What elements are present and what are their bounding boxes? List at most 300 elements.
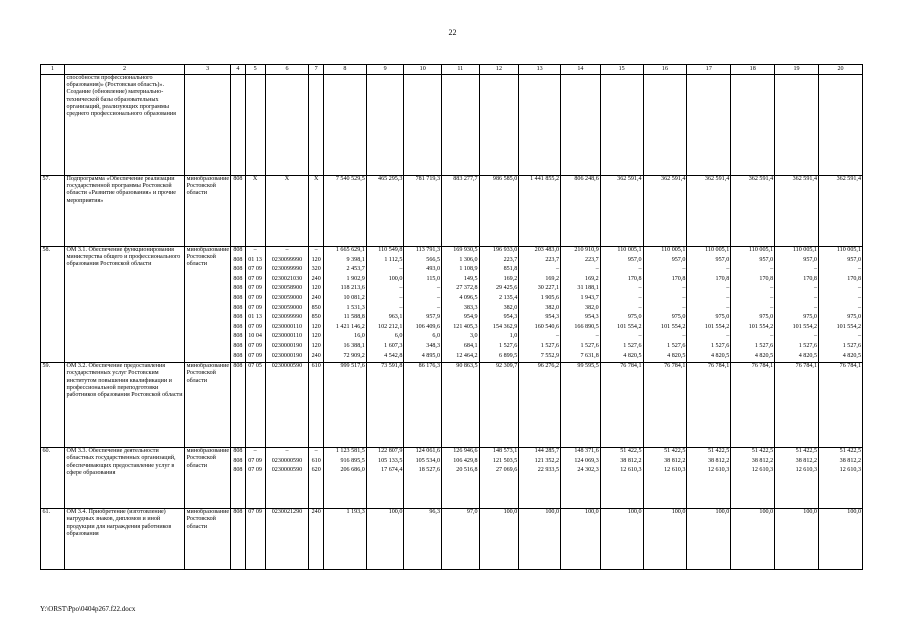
value: 808 [233, 285, 243, 292]
value-cell [479, 247, 519, 363]
value: 7 540 529,5 [335, 176, 365, 182]
value: 0230021290 [271, 509, 303, 516]
value-cell [231, 176, 246, 247]
value: 240 [311, 509, 321, 516]
value: 999 517,6 [340, 363, 365, 370]
value-cell [245, 247, 265, 363]
value: 465 295,3 [378, 176, 403, 182]
empty-cell [309, 75, 324, 176]
value: 0230000590 [271, 467, 303, 474]
value: 975,0 [759, 314, 774, 321]
value-cell [309, 363, 324, 448]
empty-cell [245, 75, 265, 176]
value: 96,3 [429, 509, 440, 516]
value: 0230000190 [271, 352, 303, 359]
page-number: 22 [448, 28, 457, 37]
value: 100,0 [545, 509, 560, 516]
value-cell [442, 176, 480, 247]
value-cell [643, 509, 687, 570]
value-cell [245, 363, 265, 448]
value: 166 890,5 [574, 323, 599, 330]
value: 0230000110 [271, 333, 303, 340]
value: 1 527,6 [580, 342, 599, 349]
value: 808 [233, 467, 243, 474]
value-cell [245, 176, 265, 247]
value: 1 531,3 [346, 304, 365, 311]
value-cell [561, 363, 601, 448]
value-cell [561, 509, 601, 570]
value: 102 212,1 [378, 323, 403, 330]
value: – [813, 266, 817, 273]
value: – [682, 333, 686, 340]
value-cell [404, 247, 442, 363]
value: 850 [311, 304, 321, 311]
value: 110 005,1 [617, 247, 642, 253]
value: 954,9 [463, 314, 478, 321]
column-number: 19 [775, 65, 819, 75]
value: 20 516,8 [456, 467, 478, 474]
value: 31 188,1 [577, 285, 599, 292]
value-cell [775, 176, 819, 247]
value: – [285, 247, 289, 253]
value: 118 213,6 [340, 285, 365, 292]
value-cell [324, 509, 367, 570]
value: – [813, 294, 817, 301]
value: 362 591,4 [661, 176, 686, 182]
value-cell [309, 448, 324, 509]
value-cell [818, 363, 862, 448]
value: 4 096,5 [459, 294, 478, 301]
value: – [770, 333, 774, 340]
value: 110 549,8 [378, 247, 403, 253]
value-cell [366, 247, 404, 363]
value: 124 069,3 [574, 457, 599, 464]
program-name: ОМ 3.2. Обеспечение предоставления государственных услуг Ростовским институтом повышения квалификации и профессиональной переподготовки работников образования Ростовской области [65, 363, 185, 448]
value: 07 05 [248, 363, 262, 370]
empty-cell [519, 75, 561, 176]
value: 7 552,9 [540, 352, 560, 359]
value: 975,0 [803, 314, 817, 321]
value: 76 784,1 [620, 363, 642, 370]
value: – [726, 266, 730, 273]
empty-cell [818, 75, 862, 176]
value: 0230000590 [271, 363, 303, 370]
value-cell [309, 509, 324, 570]
value: 169,2 [545, 275, 560, 282]
value-cell [479, 509, 519, 570]
value: 0230058900 [271, 285, 303, 292]
value-cell [600, 363, 643, 448]
value: 51 422,5 [751, 448, 774, 455]
value-cell [561, 448, 601, 509]
value-cell [775, 363, 819, 448]
value: 101 554,2 [704, 323, 730, 330]
value: 76 784,1 [664, 363, 686, 370]
executor: минобразование Ростовской области [185, 363, 231, 448]
continuation-row [41, 75, 863, 176]
value: 16,0 [354, 333, 365, 340]
value: 1 527,6 [667, 342, 686, 349]
value: 97,0 [466, 509, 478, 516]
program-name: ОМ 3.1. Обеспечение функционирования министерства общего и профессионального образования Ростовской области [65, 247, 185, 363]
value: 106 429,8 [453, 457, 478, 464]
value: 17 674,4 [381, 467, 403, 474]
value: 1 527,6 [499, 342, 518, 349]
program-name: ОМ 3.4. Приобретение (изготовление) нагрудных знаков, дипломов и иной продукции для награждения работников образования [65, 509, 185, 570]
value: 2 453,7 [346, 266, 365, 273]
value: 110 005,1 [748, 247, 774, 253]
empty-cell [231, 75, 246, 176]
value: 610 [311, 363, 321, 370]
value-cell [245, 509, 265, 570]
value: 100,0 [585, 509, 599, 516]
value: 121 405,3 [453, 323, 478, 330]
value: 0230000110 [271, 323, 303, 330]
value: 16 388,1 [343, 342, 365, 349]
value-cell [231, 363, 246, 448]
value: 170,8 [627, 275, 642, 282]
value: – [682, 266, 686, 273]
value: 203 483,0 [534, 247, 560, 253]
value: – [857, 266, 861, 273]
value: 07 09 [248, 285, 262, 292]
value: – [770, 304, 774, 311]
empty-cell [442, 75, 480, 176]
value: 07 09 [248, 323, 262, 330]
value: 0230021030 [271, 275, 303, 282]
value: – [595, 333, 599, 340]
value: 4 820,5 [754, 352, 774, 359]
value: 07 09 [248, 457, 262, 464]
column-number: 11 [442, 65, 480, 75]
column-number: 3 [185, 65, 231, 75]
value: 121 352,2 [534, 457, 560, 464]
value: 120 [311, 342, 321, 349]
value-cell [775, 247, 819, 363]
value-cell [404, 176, 442, 247]
value: 101 554,2 [792, 323, 817, 330]
value-cell [265, 363, 309, 448]
value: 808 [233, 294, 243, 301]
value-cell [519, 176, 561, 247]
value: 51 422,5 [620, 448, 642, 455]
value: 76 784,1 [751, 363, 774, 370]
value: 808 [233, 247, 243, 253]
value: 1 421 146,2 [335, 323, 365, 330]
value: – [638, 304, 642, 311]
value-cell [404, 363, 442, 448]
value: 0230059000 [271, 304, 303, 311]
column-number: 7 [309, 65, 324, 75]
value-cell [600, 176, 643, 247]
value: 362 591,4 [836, 176, 861, 182]
value: 240 [311, 294, 321, 301]
value: 4 820,5 [798, 352, 817, 359]
column-number: 8 [324, 65, 367, 75]
empty-cell [731, 75, 775, 176]
value: 957,0 [759, 256, 774, 263]
value: 2 135,4 [499, 294, 518, 301]
value: 957,0 [847, 256, 861, 263]
value: 100,0 [388, 275, 403, 282]
value: 86 176,3 [418, 363, 440, 370]
value: 38 812,2 [839, 457, 861, 464]
value: 170,8 [671, 275, 686, 282]
value: 51 422,5 [664, 448, 686, 455]
value-cell [479, 363, 519, 448]
value: 120 [311, 256, 321, 263]
value-cell [731, 247, 775, 363]
value: 975,0 [671, 314, 686, 321]
value: – [399, 285, 403, 292]
value: 1 123 581,5 [335, 448, 365, 455]
value: 1 527,6 [540, 342, 560, 349]
value-cell [643, 363, 687, 448]
value-cell [442, 509, 480, 570]
value: 12 610,3 [795, 467, 817, 474]
value-cell [643, 247, 687, 363]
value: – [285, 448, 289, 455]
value-cell [324, 363, 367, 448]
value: 169,2 [503, 275, 518, 282]
value: 916 895,5 [340, 457, 365, 464]
value: 4 542,8 [384, 352, 403, 359]
value: 986 585,0 [492, 176, 518, 182]
value-cell [519, 509, 561, 570]
value: 07 09 [248, 304, 262, 311]
value: 963,1 [388, 314, 403, 321]
value: 0230099990 [271, 266, 303, 273]
value-cell [818, 448, 862, 509]
value-cell [561, 247, 601, 363]
column-number: 2 [65, 65, 185, 75]
value-cell [643, 176, 687, 247]
value: 1 527,6 [842, 342, 861, 349]
value: – [682, 304, 686, 311]
value: – [770, 294, 774, 301]
value: 169 930,5 [453, 247, 478, 253]
value: 957,9 [426, 314, 440, 321]
value: 808 [233, 266, 243, 273]
value: 154 362,9 [492, 323, 518, 330]
value: 610 [311, 457, 321, 464]
budget-table [40, 64, 863, 570]
value: 7 631,8 [580, 352, 599, 359]
value: 38 812,2 [664, 457, 686, 464]
table-row [41, 363, 863, 448]
value-cell [731, 448, 775, 509]
value: 684,1 [463, 342, 478, 349]
value: 100,0 [627, 509, 642, 516]
value: – [726, 285, 730, 292]
table-row [41, 247, 863, 363]
value: 12 610,3 [751, 467, 774, 474]
value-cell [775, 448, 819, 509]
value: 101 554,2 [617, 323, 642, 330]
value-cell [404, 509, 442, 570]
value: 975,0 [715, 314, 730, 321]
value-cell [442, 448, 480, 509]
column-number: 6 [265, 65, 309, 75]
value: 808 [233, 509, 243, 516]
column-number: 12 [479, 65, 519, 75]
value: 106 409,6 [415, 323, 440, 330]
value: – [770, 266, 774, 273]
value: 808 [233, 363, 243, 370]
value: 1 902,9 [346, 275, 365, 282]
value: 120 [311, 333, 321, 340]
value: 566,5 [426, 256, 440, 263]
value: 1,0 [509, 333, 518, 340]
value: 100,0 [847, 509, 861, 516]
value: 1 665 629,1 [335, 247, 365, 253]
value-cell [731, 176, 775, 247]
value: 22 933,5 [537, 467, 560, 474]
value: 105 133,5 [378, 457, 403, 464]
value: 12 610,3 [707, 467, 730, 474]
value: 1 108,9 [459, 266, 478, 273]
value: 115,0 [426, 275, 440, 282]
value-cell [366, 448, 404, 509]
value-cell [309, 247, 324, 363]
value-cell [600, 247, 643, 363]
value: 1 943,7 [580, 294, 599, 301]
value: 160 540,6 [534, 323, 560, 330]
value: 11 588,8 [343, 314, 365, 321]
value: – [314, 247, 318, 253]
value: – [682, 285, 686, 292]
value: 0230099990 [271, 256, 303, 263]
value: 808 [233, 333, 243, 340]
empty-cell [775, 75, 819, 176]
value: 806 248,6 [574, 176, 599, 182]
value: 51 422,5 [707, 448, 730, 455]
value: – [436, 294, 440, 301]
table-row [41, 509, 863, 570]
value: – [857, 304, 861, 311]
column-number: 15 [600, 65, 643, 75]
value: 808 [233, 275, 243, 282]
value: 362 591,4 [748, 176, 774, 182]
value-cell [231, 448, 246, 509]
value: – [399, 266, 403, 273]
value: 73 591,8 [381, 363, 403, 370]
value: 120 [311, 323, 321, 330]
column-number: 20 [818, 65, 862, 75]
value-cell [687, 247, 731, 363]
value-cell [561, 176, 601, 247]
value: 975,0 [847, 314, 861, 321]
value: – [813, 304, 817, 311]
value: – [726, 333, 730, 340]
value: 362 591,4 [617, 176, 642, 182]
value: – [770, 285, 774, 292]
value-cell [519, 448, 561, 509]
empty-cell [687, 75, 731, 176]
value: 6,0 [432, 333, 440, 340]
value: 851,8 [503, 266, 518, 273]
value: 170,8 [715, 275, 730, 282]
value: 1 527,6 [710, 342, 730, 349]
value: Х [313, 176, 319, 182]
value: – [813, 285, 817, 292]
value-cell [265, 448, 309, 509]
value: 808 [233, 256, 243, 263]
value: 620 [311, 467, 321, 474]
value: 38 812,2 [751, 457, 774, 464]
value: – [857, 285, 861, 292]
value-cell [687, 363, 731, 448]
value-cell [600, 509, 643, 570]
value-cell [818, 247, 862, 363]
value: – [253, 448, 257, 455]
program-name: Подпрограмма «Обеспечение реализации государственной программы Ростовской области «Развитие образования» и прочие мероприятия» [65, 176, 185, 247]
value: 808 [233, 352, 243, 359]
value: 1 306,0 [459, 256, 478, 263]
value: 223,7 [503, 256, 518, 263]
row-number-cell [41, 75, 65, 176]
value: 38 812,2 [795, 457, 817, 464]
row-number: 58. [41, 247, 65, 363]
value: 12 610,3 [664, 467, 686, 474]
value: – [857, 333, 861, 340]
file-path-footer: Y:\ORST\Ppo\0404p267.f22.docx [40, 605, 136, 613]
value: 883 277,7 [453, 176, 478, 182]
value: 99 595,5 [577, 363, 599, 370]
value: 1 527,6 [798, 342, 817, 349]
value: 01 13 [248, 314, 262, 321]
value: 148 371,6 [574, 448, 599, 455]
value: Х [252, 176, 258, 182]
value: 01 13 [248, 256, 262, 263]
value: 808 [233, 323, 243, 330]
value-cell [442, 247, 480, 363]
empty-cell [479, 75, 519, 176]
value: 29 425,6 [495, 285, 518, 292]
value-cell [324, 247, 367, 363]
empty-cell [404, 75, 442, 176]
value: 120 [311, 285, 321, 292]
value: 12 464,2 [456, 352, 478, 359]
empty-cell [185, 75, 231, 176]
value: 76 784,1 [707, 363, 730, 370]
column-number: 18 [731, 65, 775, 75]
empty-cell [561, 75, 601, 176]
value: 101 554,2 [836, 323, 861, 330]
value: 110 005,1 [836, 247, 861, 253]
value: 0230099990 [271, 314, 303, 321]
empty-cell [265, 75, 309, 176]
value: – [638, 266, 642, 273]
value: 110 005,1 [792, 247, 817, 253]
value-cell [643, 448, 687, 509]
value: 0230000190 [271, 342, 303, 349]
row-number: 61. [41, 509, 65, 570]
value: 362 591,4 [704, 176, 730, 182]
value: 148 573,1 [492, 448, 518, 455]
value: – [556, 266, 560, 273]
column-number: 10 [404, 65, 442, 75]
value: 12 610,3 [839, 467, 861, 474]
value: 30 227,1 [537, 285, 560, 292]
value: 170,8 [759, 275, 774, 282]
value: 210 910,9 [574, 247, 599, 253]
value: – [253, 247, 257, 253]
value: 957,0 [627, 256, 642, 263]
program-name: ОМ 3.3. Обеспечение деятельности областных государственных организаций, обеспечивающих предоставление услуг в сфере образования [65, 448, 185, 509]
value: 808 [233, 448, 243, 455]
value: 240 [311, 275, 321, 282]
